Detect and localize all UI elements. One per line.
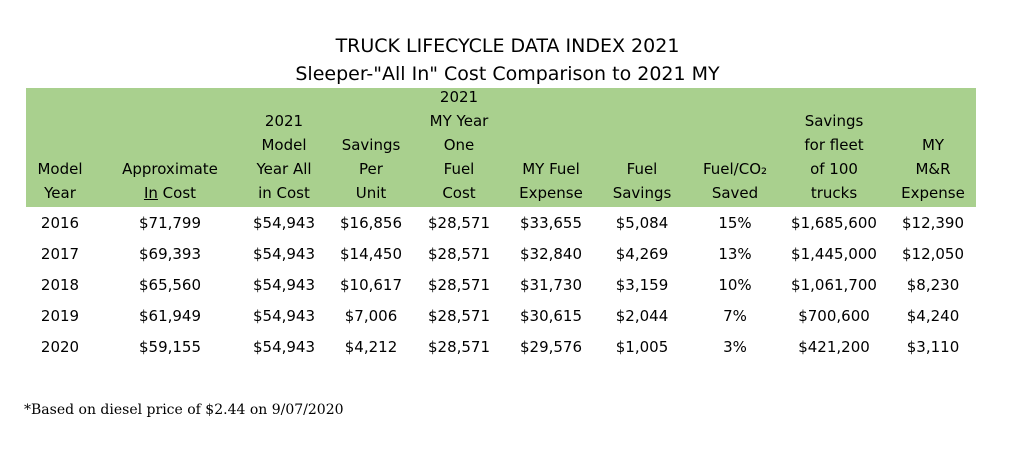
header-2021-model-year-cost: 2021 Model Year All in Cost — [256, 112, 312, 202]
header-my-mr-expense: MY M&R Expense — [901, 136, 965, 202]
table-row — [26, 331, 976, 362]
cell-fuel-savings: $4,269 — [615, 245, 669, 263]
table-header — [26, 88, 976, 207]
cell-mr-expense: $8,230 — [906, 276, 960, 294]
cell-mr-expense: $12,390 — [901, 214, 965, 232]
header-fuel-co2-saved: Fuel/CO₂ Saved — [702, 160, 768, 202]
cell-model-year: 2018 — [40, 276, 80, 294]
table-row — [26, 269, 976, 300]
cell-fuel-savings: $1,005 — [615, 338, 669, 356]
cell-approx-cost: $59,155 — [138, 338, 202, 356]
cell-approx-cost: $61,949 — [138, 307, 202, 325]
cell-approx-cost: $71,799 — [138, 214, 202, 232]
header-savings-per-unit: Savings Per Unit — [341, 136, 401, 202]
cell-savings-per-unit: $7,006 — [344, 307, 398, 325]
page-subtitle: Sleeper-"All In" Cost Comparison to 2021 MY — [295, 63, 720, 85]
page-title: TRUCK LIFECYCLE DATA INDEX 2021 — [335, 35, 680, 57]
cell-savings-per-unit: $4,212 — [344, 338, 398, 356]
cost-comparison-table — [26, 88, 976, 362]
cell-model-year: 2017 — [40, 245, 80, 263]
cell-model-year: 2016 — [40, 214, 80, 232]
table-row — [26, 300, 976, 331]
cell-one-fuel-cost: $28,571 — [427, 245, 491, 263]
cell-approx-cost: $65,560 — [138, 276, 202, 294]
cell-savings-per-unit: $10,617 — [339, 276, 403, 294]
header-fuel-savings: Fuel Savings — [612, 160, 672, 202]
cell-fuel-savings: $3,159 — [615, 276, 669, 294]
cell-fuel-co2-saved: 10% — [718, 276, 752, 294]
cell-2021-cost: $54,943 — [252, 338, 316, 356]
cell-fuel-co2-saved: 7% — [723, 307, 747, 325]
cell-savings-per-unit: $14,450 — [339, 245, 403, 263]
header-2021-one-fuel-cost: 2021 MY Year One Fuel Cost — [429, 88, 489, 202]
cell-fuel-savings: $2,044 — [615, 307, 669, 325]
table-body — [26, 207, 976, 362]
cell-mr-expense: $3,110 — [906, 338, 960, 356]
cell-my-fuel-expense: $32,840 — [519, 245, 583, 263]
cell-my-fuel-expense: $29,576 — [519, 338, 583, 356]
cell-mr-expense: $12,050 — [901, 245, 965, 263]
cell-my-fuel-expense: $30,615 — [519, 307, 583, 325]
cell-fuel-co2-saved: 15% — [718, 214, 752, 232]
table-row — [26, 238, 976, 269]
cell-fuel-co2-saved: 13% — [718, 245, 752, 263]
cell-model-year: 2019 — [40, 307, 80, 325]
cell-one-fuel-cost: $28,571 — [427, 214, 491, 232]
cell-fuel-co2-saved: 3% — [723, 338, 747, 356]
header-my-fuel-expense: MY Fuel Expense — [519, 160, 583, 202]
cell-my-fuel-expense: $33,655 — [519, 214, 583, 232]
cell-one-fuel-cost: $28,571 — [427, 307, 491, 325]
header-fleet-savings: Savings for fleet of 100 trucks — [804, 112, 864, 202]
cell-fleet-savings: $1,685,600 — [791, 214, 877, 232]
cell-2021-cost: $54,943 — [252, 276, 316, 294]
cell-2021-cost: $54,943 — [252, 307, 316, 325]
cell-fleet-savings: $421,200 — [798, 338, 870, 356]
cell-fleet-savings: $1,061,700 — [791, 276, 877, 294]
header-model-year: Model Year — [37, 160, 83, 202]
cell-my-fuel-expense: $31,730 — [519, 276, 583, 294]
cell-savings-per-unit: $16,856 — [339, 214, 403, 232]
cell-2021-cost: $54,943 — [252, 214, 316, 232]
cell-one-fuel-cost: $28,571 — [427, 276, 491, 294]
cell-mr-expense: $4,240 — [906, 307, 960, 325]
cell-fleet-savings: $700,600 — [798, 307, 870, 325]
cell-one-fuel-cost: $28,571 — [427, 338, 491, 356]
cell-approx-cost: $69,393 — [138, 245, 202, 263]
header-approx-all-in-cost: Approximate In Cost — [122, 160, 218, 202]
cell-fuel-savings: $5,084 — [615, 214, 669, 232]
cell-model-year: 2020 — [40, 338, 80, 356]
footnote: *Based on diesel price of $2.44 on 9/07/2020 — [24, 402, 344, 418]
cell-2021-cost: $54,943 — [252, 245, 316, 263]
cell-fleet-savings: $1,445,000 — [791, 245, 877, 263]
table-row — [26, 207, 976, 238]
